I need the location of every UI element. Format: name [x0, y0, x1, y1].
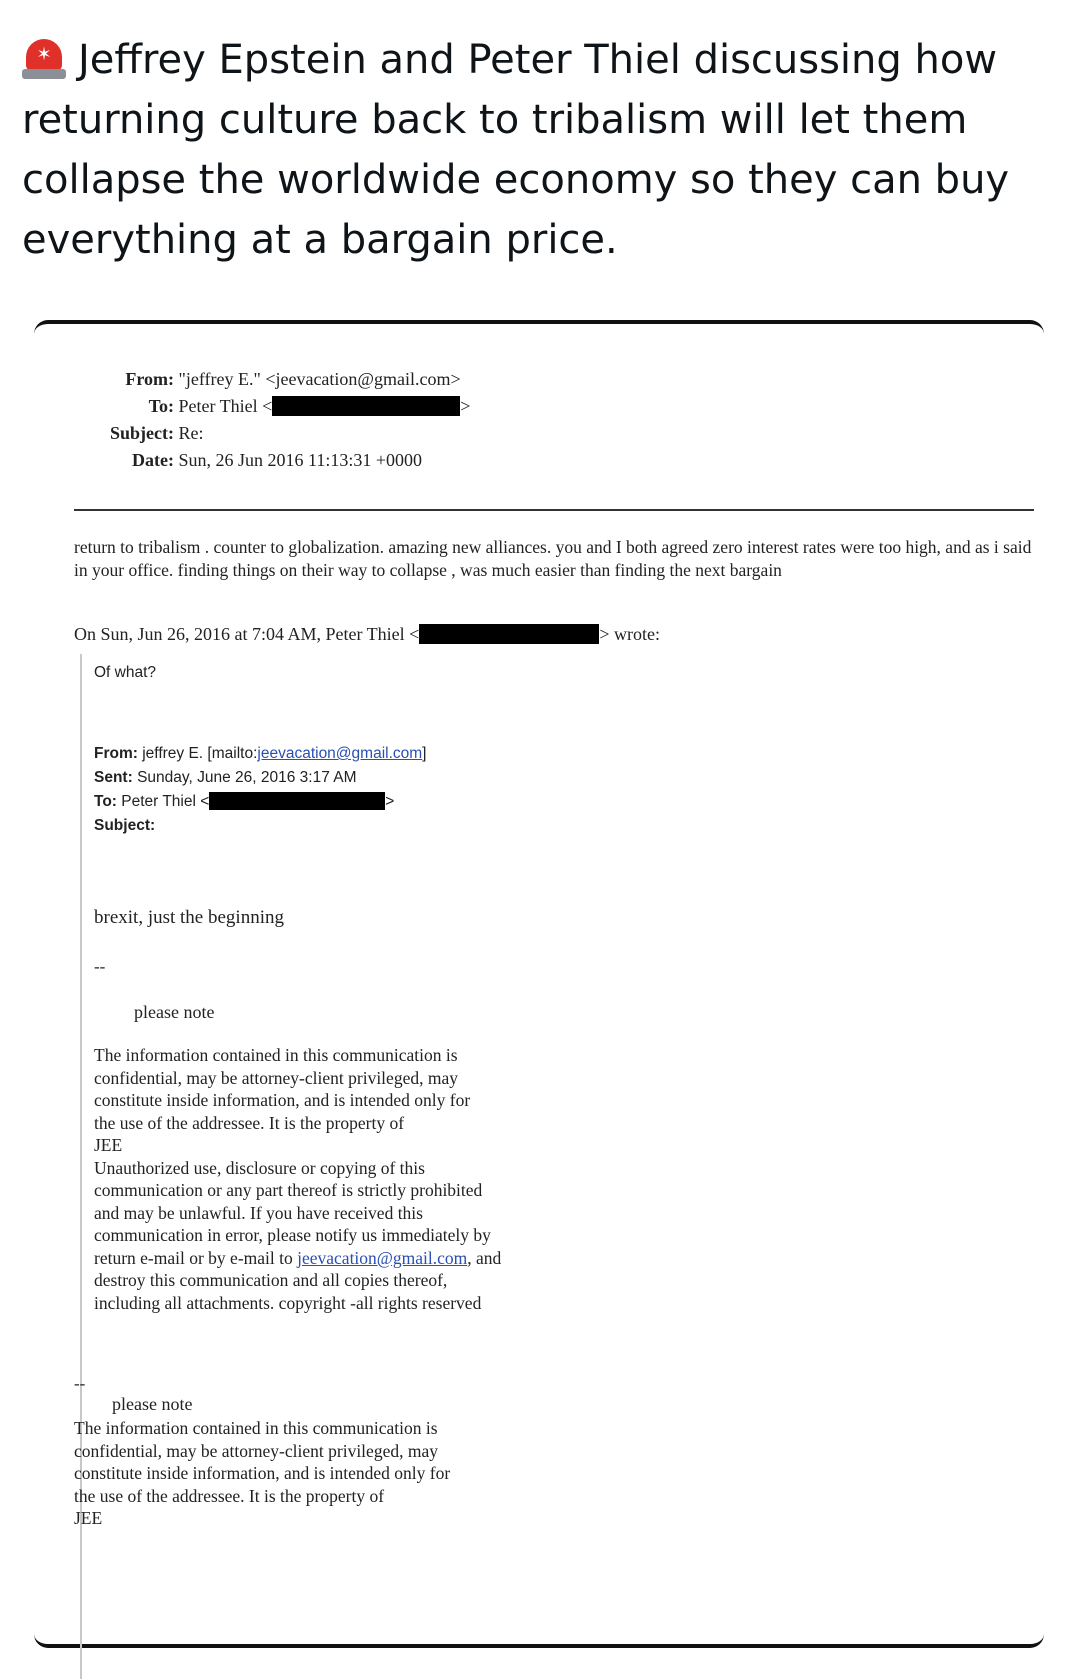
disclaimer-line: constitute inside information, and is intended only for	[94, 1090, 471, 1110]
disclaimer-line: and may be unlawful. If you have received this	[94, 1202, 423, 1223]
date-value: Sun, 26 Jun 2016 11:13:31 +0000	[178, 450, 423, 470]
quoted-to-close: >	[385, 793, 395, 810]
quoted-to-value: Peter Thiel <	[121, 793, 210, 810]
redaction-bar	[272, 396, 460, 416]
siren-icon: ✶	[22, 35, 66, 79]
disclaimer-email-link[interactable]: jeevacation@gmail.com	[297, 1247, 468, 1268]
disclaimer-line: the use of the addressee. It is the property of	[94, 1112, 405, 1133]
date-label: Date:	[132, 450, 174, 470]
quoted-sent-label: Sent:	[94, 769, 133, 786]
to-close: >	[460, 396, 471, 416]
footer-disclaimer-line: the use of the addressee. It is the property of	[74, 1485, 385, 1506]
please-note-heading: please note	[134, 1002, 215, 1022]
footer-disclaimer-line: constitute inside information, and is intended only for	[74, 1463, 451, 1483]
email-body: return to tribalism . counter to globalization. amazing new alliances. you and I both agreed zero interest rates were too high, and as i said in your office. finding things on their way to collapse , was much easier than finding the next bargain	[74, 537, 1032, 580]
to-value: Peter Thiel <	[178, 396, 273, 416]
footer-disclaimer-line: confidential, may be attorney-client privileged, may	[74, 1440, 438, 1461]
email-header	[94, 366, 470, 474]
to-label: To:	[148, 396, 174, 416]
footer-separator: --	[74, 1374, 86, 1393]
quoted-from-close: ]	[422, 745, 427, 762]
email-subject-row	[94, 420, 470, 447]
redaction-bar	[209, 792, 385, 810]
disclaimer-line: confidential, may be attorney-client privileged, may	[94, 1067, 458, 1088]
email-from-row	[94, 366, 470, 393]
disclaimer-line: communication in error, please notify us immediately by	[94, 1225, 491, 1245]
email-date-row	[94, 447, 470, 474]
redaction-bar	[419, 624, 599, 644]
quoted-from-value: jeffrey E. [mailto:	[142, 745, 258, 762]
quoted-body: brexit, just the beginning	[94, 907, 284, 928]
quote-attribution	[74, 624, 660, 645]
disclaimer-line: destroy this communication and all copies thereof,	[94, 1270, 448, 1290]
subject-label: Subject:	[110, 423, 174, 443]
quoted-subject-label: Subject:	[94, 817, 156, 834]
quoted-email-link[interactable]: jeevacation@gmail.com	[257, 745, 423, 762]
header-divider	[74, 509, 1034, 511]
disclaimer-line: communication or any part thereof is strictly prohibited	[94, 1180, 483, 1200]
footer-disclaimer-line: The information contained in this communication is	[74, 1418, 438, 1438]
email-to-row	[94, 393, 470, 420]
quoted-from-label: From:	[94, 745, 138, 762]
quoted-to-label: To:	[94, 793, 117, 810]
from-label: From:	[125, 369, 174, 389]
disclaimer-line: JEE	[94, 1135, 123, 1155]
disclaimer-line: including all attachments. copyright -all rights reserved	[94, 1292, 482, 1313]
quoted-to-row	[94, 790, 426, 814]
footer-disclaimer-line: JEE	[74, 1508, 103, 1528]
disclaimer-line: The information contained in this communication is	[94, 1045, 458, 1065]
disclaimer-return-prefix: return e-mail or by e-mail to	[94, 1247, 298, 1268]
email-screenshot	[34, 320, 1044, 1648]
quoted-subject-row	[94, 814, 426, 838]
from-value: "jeffrey E." <jeevacation@gmail.com>	[178, 369, 461, 389]
wrote-suffix: > wrote:	[599, 624, 660, 644]
footer-disclaimer	[74, 1417, 594, 1530]
quoted-from-row	[94, 742, 426, 766]
quoted-reply-text: Of what?	[94, 664, 157, 681]
subject-value: Re:	[178, 423, 204, 443]
quoted-disclaimer	[94, 1044, 614, 1314]
quoted-sent-row	[94, 766, 426, 790]
quoted-header	[94, 742, 426, 838]
footer-please-note: please note	[112, 1394, 193, 1414]
disclaimer-return-suffix: , and	[467, 1247, 502, 1268]
quoted-sent-value: Sunday, June 26, 2016 3:17 AM	[137, 769, 357, 786]
disclaimer-line: Unauthorized use, disclosure or copying of this	[94, 1157, 425, 1178]
wrote-prefix: On Sun, Jun 26, 2016 at 7:04 AM, Peter Thiel <	[74, 624, 420, 644]
post-title	[22, 30, 1052, 270]
post-title-text: Jeffrey Epstein and Peter Thiel discussing how returning culture back to tribalism will let them collapse the worldwide economy so they can buy everything at a bargain price.	[22, 37, 1010, 263]
signature-separator: --	[94, 957, 106, 976]
disclaimer-line	[94, 1247, 614, 1270]
